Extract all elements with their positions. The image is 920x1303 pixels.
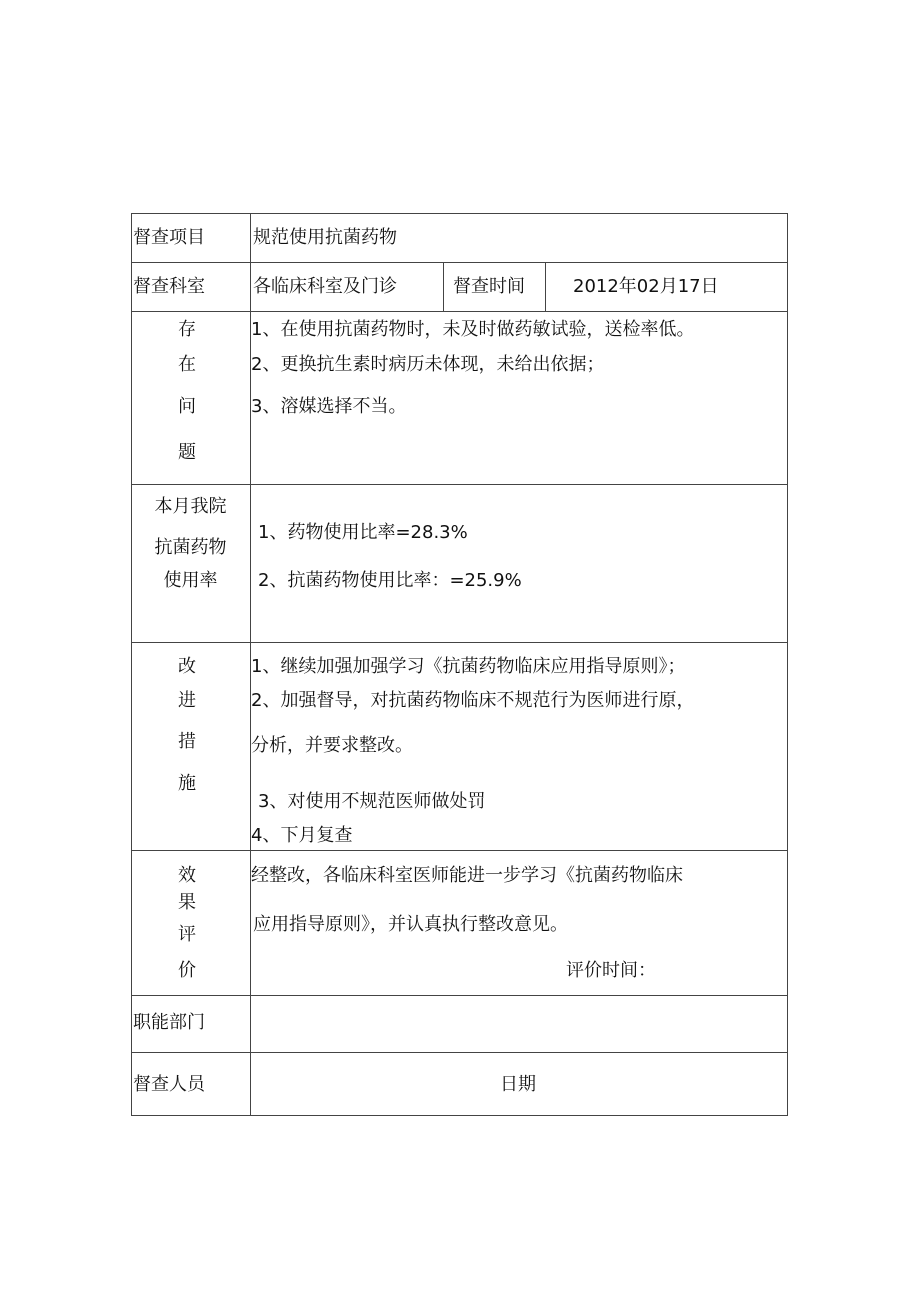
table-border-right: [787, 213, 788, 1116]
effect-label-char: 果: [178, 892, 196, 913]
table-border-top: [131, 213, 788, 214]
time-value-divider: [545, 262, 546, 311]
project-label: 督查项目: [133, 227, 205, 248]
effect-line: 经整改，各临床科室医师能进一步学习《抗菌药物临床: [251, 865, 683, 886]
effect-line: 应用指导原则》，并认真执行整改意见。: [253, 914, 568, 935]
dept-label: 督查科室: [133, 276, 205, 297]
date-label: 日期: [500, 1074, 536, 1095]
rate-label-line: 本月我院: [154, 496, 227, 517]
rate-line: 2、抗菌药物使用比率：=25.9%: [258, 570, 522, 591]
measures-label-char: 施: [178, 773, 196, 794]
eval-time-label: 评价时间：: [566, 960, 656, 981]
problems-label-char: 问: [178, 396, 196, 417]
table-row-divider: [131, 642, 788, 643]
rate-label-line: 抗菌药物: [154, 537, 227, 558]
problem-line: 1、在使用抗菌药物时，未及时做药敏试验，送检率低。: [251, 319, 695, 340]
table-row-divider: [131, 995, 788, 996]
problems-label-char: 存: [178, 319, 196, 340]
measure-line: 3、对使用不规范医师做处罚: [258, 791, 486, 812]
table-row-divider: [131, 311, 788, 312]
measure-line: 2、加强督导，对抗菌药物临床不规范行为医师进行原，: [251, 690, 695, 711]
problems-label-char: 在: [178, 354, 196, 375]
table-row-divider: [131, 850, 788, 851]
measure-line: 1、继续加强加强学习《抗菌药物临床应用指导原则》；: [251, 656, 686, 677]
rate-line: 1、药物使用比率=28.3%: [258, 522, 468, 543]
dept-value: 各临床科室及门诊: [253, 276, 397, 297]
effect-label-char: 评: [178, 924, 196, 945]
problems-label-char: 题: [178, 442, 196, 463]
table-row-divider: [131, 262, 788, 263]
measures-label-char: 措: [178, 731, 196, 752]
table-row-divider: [131, 1052, 788, 1053]
measures-label-char: 进: [178, 690, 196, 711]
table-border-left: [131, 213, 132, 1116]
time-value: 2012年02月17日: [573, 276, 719, 297]
inspection-form: [131, 213, 788, 1116]
dept-time-divider: [443, 262, 444, 311]
measure-line: 分析，并要求整改。: [251, 735, 413, 756]
project-value: 规范使用抗菌药物: [253, 227, 397, 248]
table-row-divider: [131, 484, 788, 485]
effect-label-char: 效: [178, 865, 196, 886]
function-dept-label: 职能部门: [133, 1012, 205, 1033]
rate-label-line: 使用率: [163, 570, 218, 591]
table-border-bottom: [131, 1115, 788, 1116]
problem-line: 3、溶媒选择不当。: [251, 396, 407, 417]
time-label: 督查时间: [453, 276, 525, 297]
measure-line: 4、下月复查: [251, 825, 353, 846]
measures-label-char: 改: [178, 656, 196, 677]
problem-line: 2、更换抗生素时病历未体现，未给出依据；: [251, 354, 605, 375]
staff-label: 督查人员: [133, 1074, 205, 1095]
effect-label-char: 价: [178, 960, 196, 981]
